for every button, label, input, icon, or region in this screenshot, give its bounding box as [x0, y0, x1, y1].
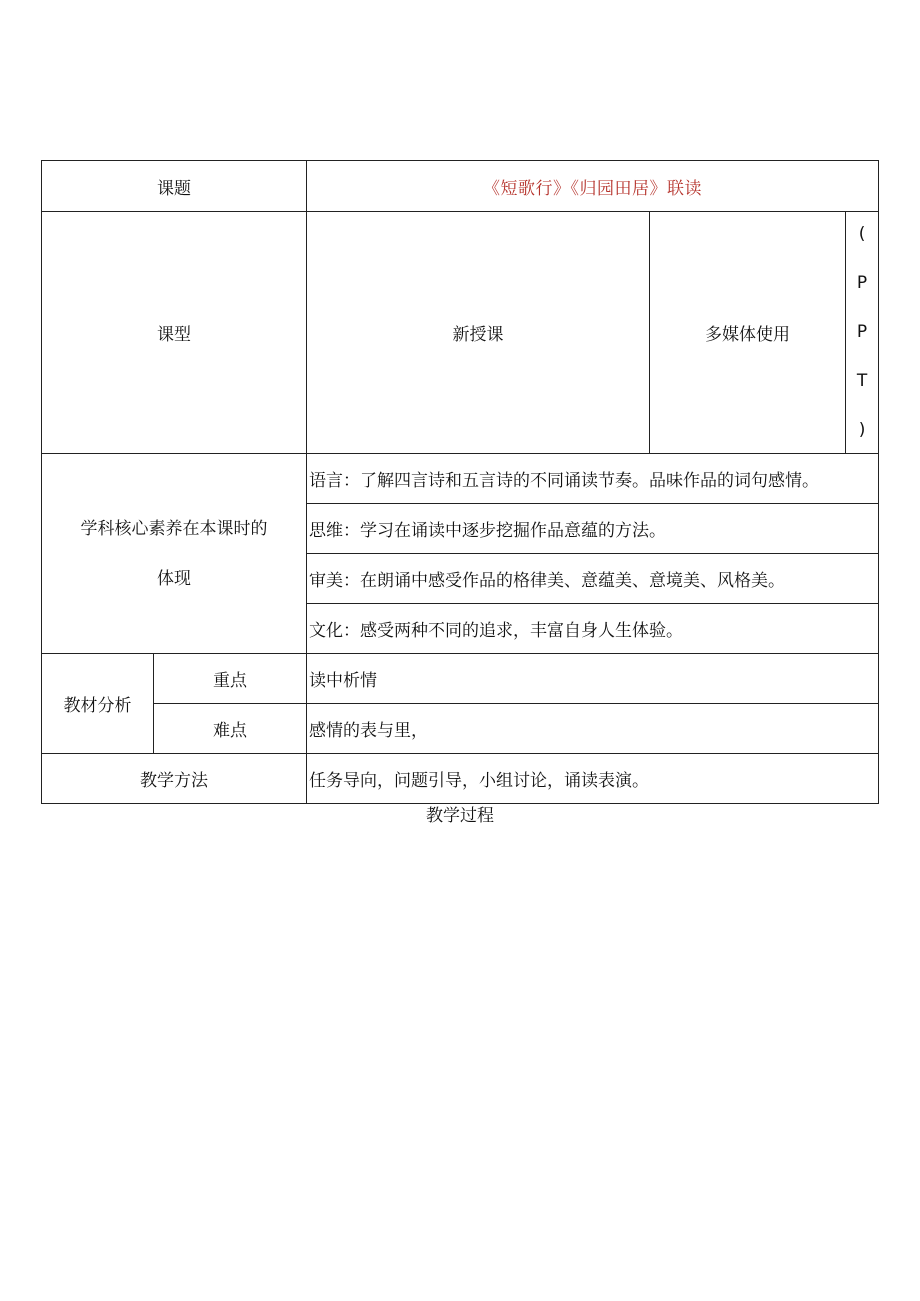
key-point-value: 读中析情 — [307, 654, 879, 704]
core-item-thinking: 思维：学习在诵读中逐步挖掘作品意蕴的方法。 — [307, 504, 879, 554]
multimedia-label: 多媒体使用 — [650, 212, 846, 454]
topic-value: 《短歌行》《归园田居》联读 — [307, 161, 879, 212]
multimedia-value — [846, 212, 879, 454]
material-difficulty-row — [42, 704, 879, 754]
topic-row — [42, 161, 879, 212]
core-item-aesthetics: 审美：在朗诵中感受作品的格律美、意蕴美、意境美、风格美。 — [307, 554, 879, 604]
core-literacy-label — [42, 454, 307, 654]
core-literacy-label-line1: 学科核心素养在本课时的 — [80, 518, 268, 539]
core-item-culture: 文化：感受两种不同的追求，丰富自身人生体验。 — [307, 604, 879, 654]
material-analysis-label: 教材分析 — [42, 654, 154, 754]
lesson-type-row — [42, 212, 879, 454]
multimedia-char: ( — [858, 224, 866, 244]
multimedia-char: ) — [858, 420, 866, 440]
multimedia-value-vertical — [846, 220, 878, 445]
core-literacy-label-line2: 体现 — [157, 568, 191, 589]
multimedia-char: P — [856, 322, 868, 342]
core-item-language: 语言：了解四言诗和五言诗的不同诵读节奏。品味作品的词句感情。 — [307, 454, 879, 504]
teaching-method-value: 任务导向，问题引导，小组讨论，诵读表演。 — [307, 754, 879, 804]
core-literacy-row — [42, 454, 879, 504]
multimedia-char: P — [856, 273, 868, 293]
multimedia-char: T — [856, 371, 868, 391]
teaching-process-heading: 教学过程 — [426, 806, 494, 826]
teaching-method-row — [42, 754, 879, 804]
lesson-type-label: 课型 — [42, 212, 307, 454]
material-key-row — [42, 654, 879, 704]
lesson-type-value: 新授课 — [307, 212, 650, 454]
lesson-plan-table — [41, 160, 879, 804]
difficulty-value: 感情的表与里， — [307, 704, 879, 754]
key-point-label: 重点 — [154, 654, 307, 704]
teaching-method-label: 教学方法 — [42, 754, 307, 804]
difficulty-label: 难点 — [154, 704, 307, 754]
topic-label: 课题 — [42, 161, 307, 212]
